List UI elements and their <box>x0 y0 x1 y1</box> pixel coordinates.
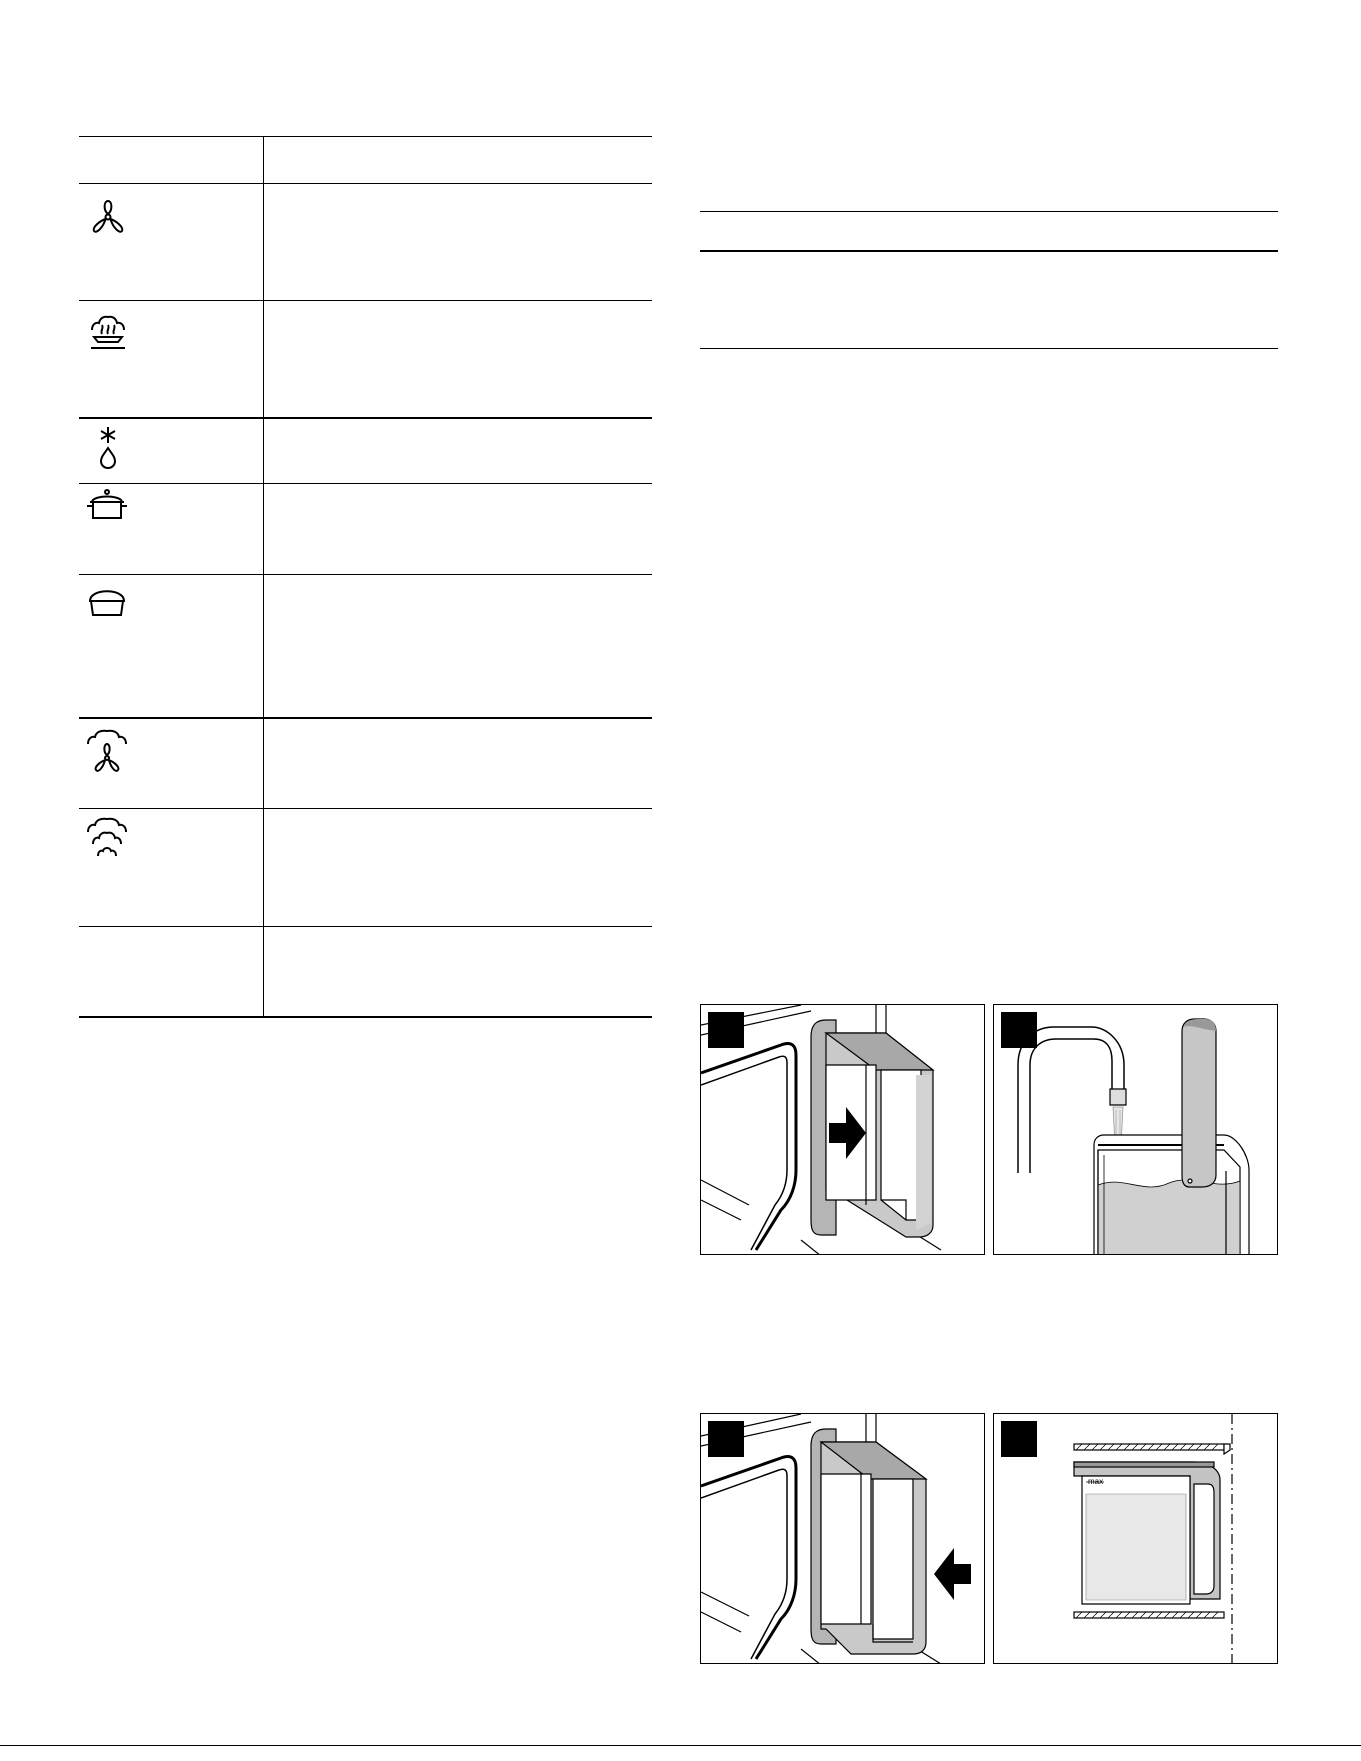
figure-tank-fill <box>993 1004 1278 1255</box>
table-top-rule <box>79 136 652 137</box>
figure-tank-max-level <box>993 1413 1278 1664</box>
row-rule <box>79 717 652 719</box>
row-rule <box>79 926 652 927</box>
footer-rule <box>0 1745 1361 1746</box>
descale-steam-icon <box>84 816 130 866</box>
max-level-label: max <box>1088 1477 1104 1486</box>
right-top-rule <box>700 211 1278 212</box>
steam-plate-icon <box>86 310 130 354</box>
defrost-icon <box>90 424 126 470</box>
figure-tank-pull-out <box>700 1004 985 1255</box>
figure-number <box>708 1012 744 1048</box>
right-bottom-rule <box>700 348 1278 349</box>
pot-icon <box>84 488 130 524</box>
row-rule <box>79 808 652 809</box>
steam-fan-icon <box>84 726 130 776</box>
table-bottom-rule <box>79 1016 652 1018</box>
table-column-divider <box>263 136 264 1017</box>
table-header-rule <box>79 183 652 184</box>
right-header-rule <box>700 250 1278 252</box>
row-rule <box>79 300 652 301</box>
row-rule <box>79 483 652 484</box>
row-rule <box>79 574 652 575</box>
fan-icon <box>86 198 130 236</box>
dough-bowl-icon <box>84 584 130 620</box>
figure-number <box>1001 1421 1037 1457</box>
figure-tank-push-in <box>700 1413 985 1664</box>
figure-number <box>1001 1012 1037 1048</box>
row-rule <box>79 417 652 419</box>
figure-number <box>708 1421 744 1457</box>
